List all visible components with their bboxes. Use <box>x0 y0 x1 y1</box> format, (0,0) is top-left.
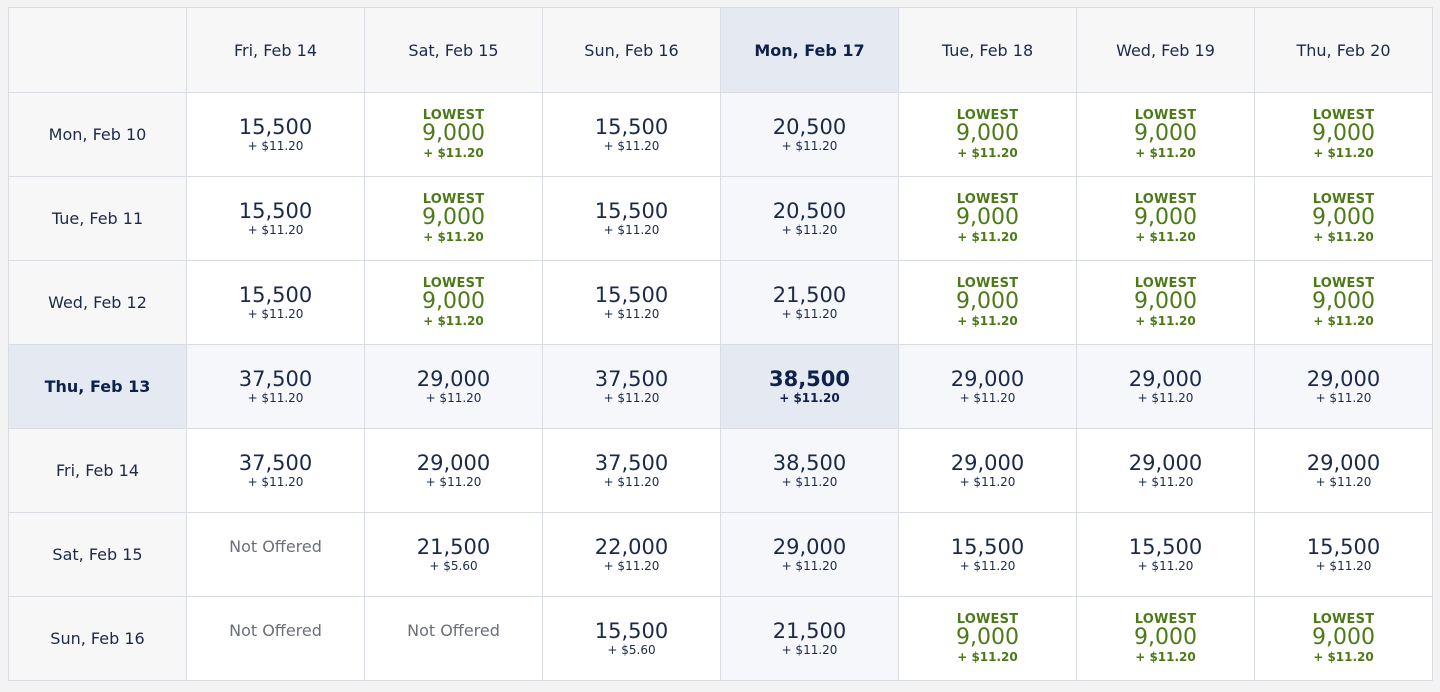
fare-cell-lowest[interactable] <box>365 93 543 177</box>
not-offered-label: Not Offered <box>407 621 500 640</box>
lowest-badge: LOWEST <box>956 275 1019 291</box>
tax-amount: + $11.20 <box>603 306 660 321</box>
tax-amount: + $11.20 <box>781 474 838 489</box>
fare-row <box>9 93 1433 177</box>
row-header-depart-date[interactable]: Sun, Feb 16 <box>9 597 187 681</box>
tax-amount: + $11.20 <box>957 649 1018 664</box>
miles-amount: 15,500 <box>238 282 313 307</box>
fare-cell-lowest[interactable] <box>899 597 1077 681</box>
tax-amount: + $11.20 <box>603 390 660 405</box>
tax-amount: + $11.20 <box>247 138 304 153</box>
lowest-badge: LOWEST <box>956 107 1019 123</box>
miles-amount: 9,000 <box>422 120 485 146</box>
miles-amount: 15,500 <box>594 198 669 223</box>
fare-row <box>9 345 1433 429</box>
miles-amount: 15,500 <box>1306 534 1381 559</box>
fare-rows <box>9 93 1433 681</box>
miles-amount: 9,000 <box>956 204 1019 230</box>
fare-cell[interactable] <box>721 597 899 681</box>
miles-amount: 9,000 <box>1312 288 1375 314</box>
fare-cell[interactable] <box>365 513 543 597</box>
lowest-badge: LOWEST <box>956 191 1019 207</box>
tax-amount: + $11.20 <box>423 313 484 328</box>
miles-amount: 29,000 <box>1128 450 1203 475</box>
fare-row <box>9 597 1433 681</box>
column-header-return-date[interactable]: Thu, Feb 20 <box>1255 8 1433 93</box>
column-header-return-date[interactable]: Fri, Feb 14 <box>187 8 365 93</box>
fare-cell[interactable] <box>543 345 721 429</box>
miles-amount: 9,000 <box>1134 288 1197 314</box>
miles-amount: 20,500 <box>772 198 847 223</box>
tax-amount: + $11.20 <box>603 558 660 573</box>
miles-amount: 21,500 <box>772 618 847 643</box>
fare-cell-lowest[interactable] <box>1255 93 1433 177</box>
tax-amount: + $11.20 <box>959 390 1016 405</box>
miles-amount: 9,000 <box>1134 204 1197 230</box>
row-header-depart-date[interactable]: Thu, Feb 13 <box>9 345 187 429</box>
fare-cell[interactable] <box>543 513 721 597</box>
tax-amount: + $11.20 <box>1315 474 1372 489</box>
fare-cell-lowest[interactable] <box>1077 177 1255 261</box>
not-offered-label: Not Offered <box>229 621 322 640</box>
miles-amount: 9,000 <box>1134 624 1197 650</box>
column-header-return-date[interactable]: Mon, Feb 17 <box>721 8 899 93</box>
column-header-return-date[interactable]: Wed, Feb 19 <box>1077 8 1255 93</box>
fare-cell[interactable] <box>543 177 721 261</box>
tax-amount: + $11.20 <box>1313 313 1374 328</box>
fare-cell[interactable] <box>187 177 365 261</box>
tax-amount: + $11.20 <box>1135 649 1196 664</box>
tax-amount: + $11.20 <box>247 390 304 405</box>
tax-amount: + $11.20 <box>603 474 660 489</box>
fare-cell-lowest[interactable] <box>1077 93 1255 177</box>
tax-amount: + $11.20 <box>1135 229 1196 244</box>
tax-amount: + $11.20 <box>1137 390 1194 405</box>
tax-amount: + $11.20 <box>1315 558 1372 573</box>
fare-cell-lowest[interactable] <box>1077 261 1255 345</box>
miles-amount: 22,000 <box>594 534 669 559</box>
miles-amount: 15,500 <box>594 618 669 643</box>
tax-amount: + $11.20 <box>247 222 304 237</box>
miles-amount: 38,500 <box>772 450 847 475</box>
fare-cell[interactable] <box>1255 345 1433 429</box>
tax-amount: + $11.20 <box>603 138 660 153</box>
fare-cell[interactable] <box>1077 513 1255 597</box>
miles-amount: 9,000 <box>1312 120 1375 146</box>
lowest-badge: LOWEST <box>422 107 485 123</box>
tax-amount: + $5.60 <box>429 558 478 573</box>
fare-cell-lowest[interactable] <box>365 177 543 261</box>
miles-amount: 37,500 <box>238 450 313 475</box>
lowest-badge: LOWEST <box>1312 275 1375 291</box>
miles-amount: 29,000 <box>416 450 491 475</box>
fare-cell[interactable] <box>721 345 899 429</box>
tax-amount: + $11.20 <box>425 390 482 405</box>
miles-amount: 9,000 <box>956 624 1019 650</box>
column-header-return-date[interactable]: Tue, Feb 18 <box>899 8 1077 93</box>
tax-amount: + $11.20 <box>959 474 1016 489</box>
lowest-badge: LOWEST <box>422 191 485 207</box>
fare-row <box>9 429 1433 513</box>
fare-cell-lowest[interactable] <box>1255 597 1433 681</box>
miles-amount: 9,000 <box>1134 120 1197 146</box>
fare-cell[interactable] <box>1255 429 1433 513</box>
tax-amount: + $11.20 <box>957 313 1018 328</box>
row-header-depart-date[interactable]: Fri, Feb 14 <box>9 429 187 513</box>
miles-amount: 37,500 <box>594 450 669 475</box>
miles-amount: 37,500 <box>238 366 313 391</box>
fare-row <box>9 513 1433 597</box>
tax-amount: + $11.20 <box>957 229 1018 244</box>
lowest-badge: LOWEST <box>1312 191 1375 207</box>
tax-amount: + $11.20 <box>423 229 484 244</box>
miles-amount: 21,500 <box>772 282 847 307</box>
miles-amount: 15,500 <box>1128 534 1203 559</box>
fare-cell[interactable] <box>899 429 1077 513</box>
miles-amount: 29,000 <box>1306 366 1381 391</box>
fare-cell-not-offered[interactable] <box>365 597 543 681</box>
miles-amount: 37,500 <box>594 366 669 391</box>
tax-amount: + $11.20 <box>1313 229 1374 244</box>
fare-cell[interactable] <box>187 93 365 177</box>
fare-cell-lowest[interactable] <box>899 93 1077 177</box>
lowest-badge: LOWEST <box>1134 191 1197 207</box>
tax-amount: + $11.20 <box>781 222 838 237</box>
miles-amount: 15,500 <box>594 282 669 307</box>
tax-amount: + $11.20 <box>425 474 482 489</box>
lowest-badge: LOWEST <box>956 611 1019 627</box>
miles-amount: 9,000 <box>422 204 485 230</box>
row-header-depart-date[interactable]: Wed, Feb 12 <box>9 261 187 345</box>
fare-cell[interactable] <box>543 597 721 681</box>
return-date-header-row <box>9 8 1433 93</box>
miles-amount: 21,500 <box>416 534 491 559</box>
tax-amount: + $11.20 <box>781 642 838 657</box>
not-offered-label: Not Offered <box>229 537 322 556</box>
fare-cell[interactable] <box>721 261 899 345</box>
tax-amount: + $11.20 <box>247 474 304 489</box>
fare-cell[interactable] <box>187 345 365 429</box>
tax-amount: + $11.20 <box>247 306 304 321</box>
miles-amount: 9,000 <box>422 288 485 314</box>
tax-amount: + $11.20 <box>781 306 838 321</box>
fare-cell[interactable] <box>1077 345 1255 429</box>
fare-cell-lowest[interactable] <box>365 261 543 345</box>
fare-cell[interactable] <box>187 261 365 345</box>
tax-amount: + $11.20 <box>1313 649 1374 664</box>
fare-cell[interactable] <box>365 345 543 429</box>
miles-amount: 9,000 <box>1312 204 1375 230</box>
fare-cell[interactable] <box>365 429 543 513</box>
miles-amount: 20,500 <box>772 114 847 139</box>
fare-cell-not-offered[interactable] <box>187 597 365 681</box>
fare-table <box>8 7 1433 681</box>
fare-cell-lowest[interactable] <box>899 177 1077 261</box>
corner-cell <box>9 8 187 93</box>
fare-cell[interactable] <box>187 429 365 513</box>
lowest-badge: LOWEST <box>1134 107 1197 123</box>
fare-row <box>9 261 1433 345</box>
miles-amount: 9,000 <box>956 288 1019 314</box>
fare-cell[interactable] <box>1077 429 1255 513</box>
tax-amount: + $11.20 <box>781 558 838 573</box>
miles-amount: 29,000 <box>950 450 1025 475</box>
fare-cell[interactable] <box>543 429 721 513</box>
miles-amount: 29,000 <box>772 534 847 559</box>
tax-amount: + $11.20 <box>1135 313 1196 328</box>
fare-cell[interactable] <box>899 513 1077 597</box>
tax-amount: + $11.20 <box>957 145 1018 160</box>
lowest-badge: LOWEST <box>1312 107 1375 123</box>
fare-cell-lowest[interactable] <box>1255 177 1433 261</box>
column-header-return-date[interactable]: Sun, Feb 16 <box>543 8 721 93</box>
tax-amount: + $11.20 <box>1137 474 1194 489</box>
lowest-badge: LOWEST <box>422 275 485 291</box>
miles-amount: 15,500 <box>238 198 313 223</box>
miles-amount: 9,000 <box>956 120 1019 146</box>
fare-cell[interactable] <box>543 261 721 345</box>
miles-amount: 38,500 <box>768 366 851 391</box>
fare-cell[interactable] <box>721 513 899 597</box>
fare-cell-lowest[interactable] <box>899 261 1077 345</box>
fare-cell[interactable] <box>1255 513 1433 597</box>
miles-amount: 15,500 <box>594 114 669 139</box>
tax-amount: + $11.20 <box>1137 558 1194 573</box>
lowest-badge: LOWEST <box>1134 611 1197 627</box>
tax-amount: + $5.60 <box>607 642 656 657</box>
tax-amount: + $11.20 <box>423 145 484 160</box>
miles-amount: 29,000 <box>950 366 1025 391</box>
fare-cell[interactable] <box>899 345 1077 429</box>
miles-amount: 15,500 <box>238 114 313 139</box>
row-header-depart-date[interactable]: Mon, Feb 10 <box>9 93 187 177</box>
fare-cell-lowest[interactable] <box>1077 597 1255 681</box>
miles-amount: 15,500 <box>950 534 1025 559</box>
tax-amount: + $11.20 <box>603 222 660 237</box>
miles-amount: 9,000 <box>1312 624 1375 650</box>
tax-amount: + $11.20 <box>959 558 1016 573</box>
tax-amount: + $11.20 <box>1135 145 1196 160</box>
row-header-depart-date[interactable]: Sat, Feb 15 <box>9 513 187 597</box>
tax-amount: + $11.20 <box>1315 390 1372 405</box>
tax-amount: + $11.20 <box>779 390 840 405</box>
fare-cell[interactable] <box>721 93 899 177</box>
tax-amount: + $11.20 <box>1313 145 1374 160</box>
fare-cell-lowest[interactable] <box>1255 261 1433 345</box>
fare-row <box>9 177 1433 261</box>
fare-cell[interactable] <box>721 177 899 261</box>
tax-amount: + $11.20 <box>781 138 838 153</box>
fare-cell[interactable] <box>721 429 899 513</box>
miles-amount: 29,000 <box>1128 366 1203 391</box>
miles-amount: 29,000 <box>1306 450 1381 475</box>
fare-calendar-grid <box>8 7 1432 681</box>
lowest-badge: LOWEST <box>1134 275 1197 291</box>
row-header-depart-date[interactable]: Tue, Feb 11 <box>9 177 187 261</box>
fare-cell-not-offered[interactable] <box>187 513 365 597</box>
lowest-badge: LOWEST <box>1312 611 1375 627</box>
column-header-return-date[interactable]: Sat, Feb 15 <box>365 8 543 93</box>
fare-cell[interactable] <box>543 93 721 177</box>
miles-amount: 29,000 <box>416 366 491 391</box>
